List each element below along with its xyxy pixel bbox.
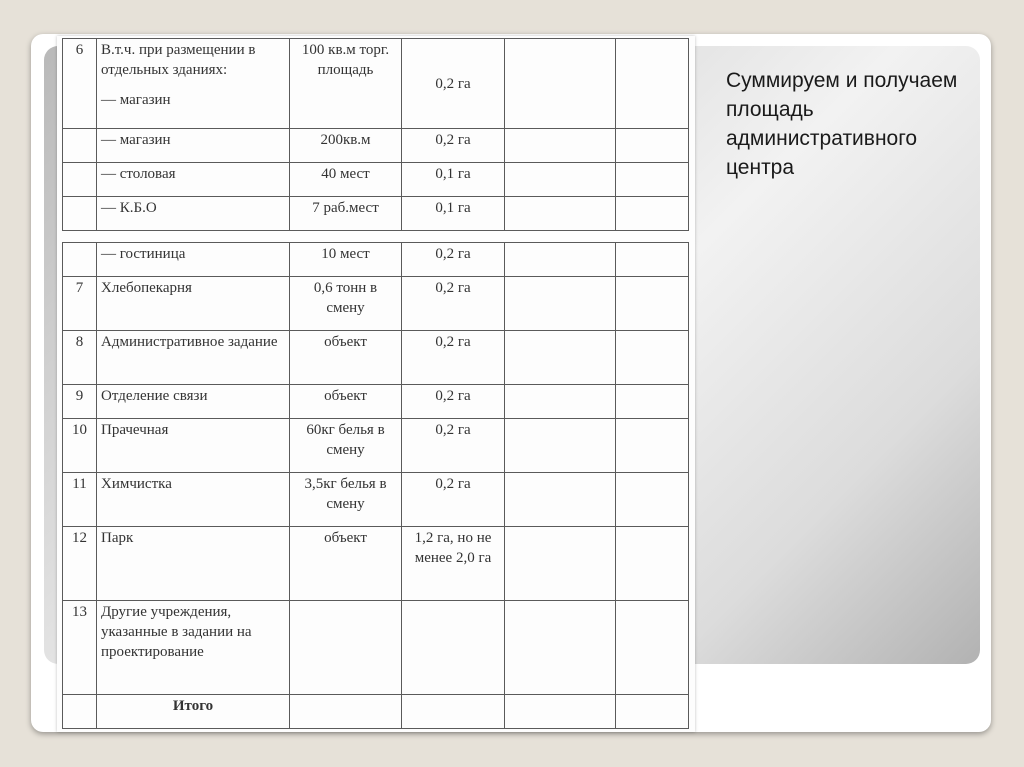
row-empty-cell (616, 419, 689, 473)
row-number: 6 (63, 39, 97, 129)
row-number: 9 (63, 385, 97, 419)
row-empty-cell (616, 243, 689, 277)
row-empty-cell (290, 695, 402, 729)
row-capacity: 40 мест (290, 163, 402, 197)
row-number: 10 (63, 419, 97, 473)
total-label: Итого (97, 695, 290, 729)
row-name: Прачечная (97, 419, 290, 473)
row-empty-cell (505, 601, 616, 695)
row-name: Отделение связи (97, 385, 290, 419)
row-empty-cell (402, 695, 505, 729)
row-name: Административное задание (97, 331, 290, 385)
row-capacity: 10 мест (290, 243, 402, 277)
row-empty-cell (616, 527, 689, 601)
row-capacity: 7 раб.мест (290, 197, 402, 231)
row-capacity: объект (290, 331, 402, 385)
row-number: 7 (63, 277, 97, 331)
row-empty-cell (616, 129, 689, 163)
table-row (63, 197, 689, 231)
row-name-subitem: — магазин (101, 92, 171, 108)
row-area: 0,1 га (402, 163, 505, 197)
row-area: 0,2 га (402, 473, 505, 527)
table-row (63, 419, 689, 473)
table-row (63, 277, 689, 331)
row-empty-cell (616, 695, 689, 729)
table-row (63, 473, 689, 527)
table-row (63, 527, 689, 601)
row-empty-cell (505, 243, 616, 277)
row-number (63, 129, 97, 163)
row-empty-cell (616, 277, 689, 331)
row-number (63, 197, 97, 231)
row-name: Хлебопекарня (97, 277, 290, 331)
row-capacity: 3,5кг белья в смену (290, 473, 402, 527)
row-empty-cell (505, 129, 616, 163)
table-row (63, 331, 689, 385)
row-capacity: 0,6 тонн в смену (290, 277, 402, 331)
row-empty-cell (616, 163, 689, 197)
row-empty-cell (505, 473, 616, 527)
row-empty-cell (616, 39, 689, 129)
row-capacity: объект (290, 385, 402, 419)
row-capacity: 200кв.м (290, 129, 402, 163)
row-empty-cell (505, 331, 616, 385)
row-capacity (290, 601, 402, 695)
row-number: 12 (63, 527, 97, 601)
table-row (63, 39, 689, 129)
row-empty-cell (505, 527, 616, 601)
row-empty-cell (616, 473, 689, 527)
row-empty-cell (616, 197, 689, 231)
row-area: 0,2 га (402, 331, 505, 385)
table-bottom (62, 242, 689, 729)
row-area: 0,2 га (402, 39, 505, 129)
row-empty-cell (505, 39, 616, 129)
row-empty-cell (505, 197, 616, 231)
row-empty-cell (505, 385, 616, 419)
row-name: Парк (97, 527, 290, 601)
row-number (63, 163, 97, 197)
row-area: 0,2 га (402, 129, 505, 163)
row-empty-cell (616, 601, 689, 695)
row-number (63, 695, 97, 729)
row-empty-cell (616, 331, 689, 385)
row-name: — гостиница (97, 243, 290, 277)
table-top (62, 38, 689, 231)
row-area: 0,2 га (402, 243, 505, 277)
row-number (63, 243, 97, 277)
row-empty-cell (505, 277, 616, 331)
table-row (63, 163, 689, 197)
row-area: 0,1 га (402, 197, 505, 231)
row-empty-cell (616, 385, 689, 419)
row-empty-cell (505, 163, 616, 197)
row-capacity: 100 кв.м торг. площадь (290, 39, 402, 129)
table-row (63, 243, 689, 277)
row-name (97, 39, 290, 129)
table-row (63, 601, 689, 695)
row-area: 0,2 га (402, 419, 505, 473)
table-row (63, 129, 689, 163)
row-empty-cell (505, 695, 616, 729)
row-name: — К.Б.О (97, 197, 290, 231)
table-row (63, 385, 689, 419)
row-area: 0,2 га (402, 277, 505, 331)
table-total-row (63, 695, 689, 729)
row-empty-cell (505, 419, 616, 473)
row-area (402, 601, 505, 695)
slide-caption: Суммируем и получаем площадь административного центра (726, 69, 958, 179)
row-name: Другие учреждения, указанные в задании на проектирование (97, 601, 290, 695)
row-name: — столовая (97, 163, 290, 197)
row-area: 1,2 га, но не менее 2,0 га (402, 527, 505, 601)
row-capacity: 60кг белья в смену (290, 419, 402, 473)
row-capacity: объект (290, 527, 402, 601)
row-number: 8 (63, 331, 97, 385)
row-number: 11 (63, 473, 97, 527)
scanned-table-image (57, 36, 695, 732)
row-name: — магазин (97, 129, 290, 163)
row-area: 0,2 га (402, 385, 505, 419)
row-number: 13 (63, 601, 97, 695)
row-name: Химчистка (97, 473, 290, 527)
row-name-line: В.т.ч. при размещении в отдельных зданиях: (101, 42, 256, 78)
